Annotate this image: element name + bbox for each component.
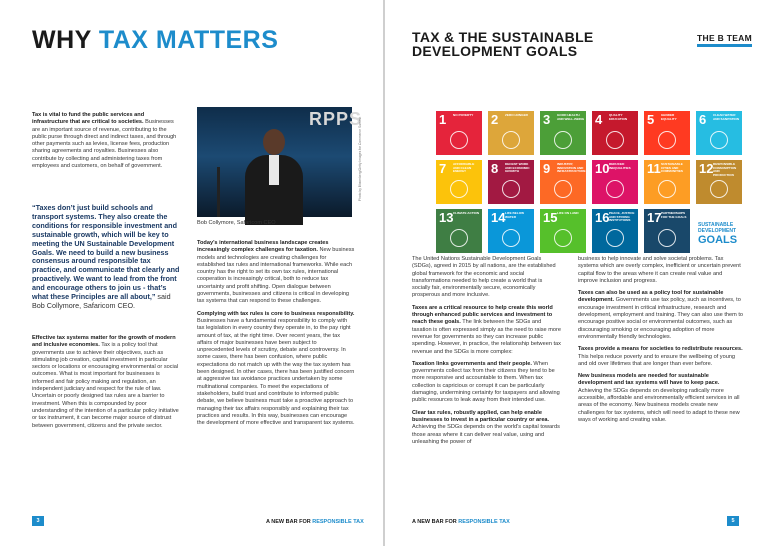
speaker-photo: RPPS — [197, 107, 352, 217]
photo-caption: Bob Collymore, Safaricom CEO — [197, 220, 276, 226]
sdg-tile-12: 12 RESPONSIBLE CONSUMPTION AND PRODUCTION — [696, 160, 742, 204]
sdg-goal-icon — [502, 229, 520, 247]
sdg-goal-icon — [606, 229, 624, 247]
sdg-goal-icon — [502, 131, 520, 149]
sdg-tile-15: 15 LIFE ON LAND — [540, 209, 586, 253]
landscape-paragraphs: Today’s international business landscape creates increasingly complex challenges for taxation. New business models and technologies are creating challenges for established tax rules and international frameworks. While each country has the right to set its own tax rules, international cooperation is increasingly critical, both to reduce tax uncertainty and profit shifting. Open dialogue between governments, businesses and citizens is critical in developing tax systems that can respond to these challenges. Complying with tax rules is core to business responsibility. Businesses have a fundamental responsibility to comply with tax legislation in every country they operate in, to the pay right amount of tax, at the right time. Over recent years, the tax affairs of major businesses have been subject to unprecedented levels of scrutiny, debate and controversy. In some cases, there has been confusion, where public expectations do not match up with the way the tax system has been designed. In other cases, there has been justified concern at aggressive tax avoidance practices undertaken by some multinational companies. To meet the expectations of stakeholders, build trust and contribute to informed public debate, we believe business must take a proactive approach to managing their tax affairs responsibly and explaining their tax practices and results. In this way, businesses can encourage the development of more effective and transparent tax systems. — [197, 240, 355, 427]
right-page — [385, 0, 768, 546]
sdg-tile-11: 11 SUSTAINABLE CITIES AND COMMUNITIES — [644, 160, 690, 204]
sdg-tile-16: 16 PEACE, JUSTICE AND STRONG INSTITUTIONS — [592, 209, 638, 253]
page-title: TAX & THE SUSTAINABLE DEVELOPMENT GOALS — [412, 29, 594, 59]
sdg-goal-icon — [450, 180, 468, 198]
brand-logo: THE B TEAM — [697, 33, 752, 47]
sdg-tile-2: 2 ZERO HUNGER — [488, 111, 534, 155]
pull-quote: “Taxes don’t just build schools and transport systems. They also create the conditions for responsible investment and sustainable growth, which will be key to meeting the UN Sustainable Development Goals. We need to build a new business consensus around responsible tax practice, and communicate that clearly and proactively. We want to lead from the front and encourage others to join us - that’s what these Principles are all about,” said Bob Collymore, Safaricom CEO. — [32, 203, 180, 310]
intro-paragraph: Tax is vital to fund the public services and infrastructure that are critical to societies. Businesses are an important source of revenue, contributing to the public purse through direct and indirect taxes, and through other payments such as levies, license fees, production sharing agreements and royalties. Businesses also contribute by collecting and administering taxes from employees and customers, on behalf of government. — [32, 112, 177, 170]
footer: A NEW BAR FOR RESPONSIBLE TAX — [412, 519, 510, 525]
sdg-tile-8: 8 DECENT WORK AND ECONOMIC GROWTH — [488, 160, 534, 204]
sdg-logo: SUSTAINABLE DEVELOPMENT GOALS — [696, 209, 742, 253]
sdg-tile-3: 3 GOOD HEALTH AND WELL-BEING — [540, 111, 586, 155]
sdg-tile-1: 1 NO POVERTY — [436, 111, 482, 155]
photo-credit: Photo by Bloomberg/Getty Images for Commerce Summit — [358, 116, 362, 202]
page-number: 3 — [32, 516, 44, 526]
sdg-goal-icon — [606, 131, 624, 149]
sdg-goal-icon — [554, 229, 572, 247]
sdg-goal-icon — [658, 229, 676, 247]
left-page — [0, 0, 383, 546]
footer: A NEW BAR FOR RESPONSIBLE TAX — [266, 519, 364, 525]
sdg-tile-4: 4 QUALITY EDUCATION — [592, 111, 638, 155]
sdg-tile-10: 10 REDUCED INEQUALITIES — [592, 160, 638, 204]
sdg-tile-14: 14 LIFE BELOW WATER — [488, 209, 534, 253]
sdg-tile-13: 13 CLIMATE ACTION — [436, 209, 482, 253]
sdg-tile-6: 6 CLEAN WATER AND SANITATION — [696, 111, 742, 155]
sdg-tile-7: 7 AFFORDABLE AND CLEAN ENERGY — [436, 160, 482, 204]
page-title: WHY TAX MATTERS — [32, 26, 279, 54]
page-number: 5 — [727, 516, 739, 526]
sdg-goal-icon — [710, 180, 728, 198]
sdg-goal-icon — [658, 131, 676, 149]
sdg-goal-icon — [554, 131, 572, 149]
sdg-tile-17: 17 PARTNERSHIPS FOR THE GOALS — [644, 209, 690, 253]
tax-systems-paragraph: Effective tax systems matter for the growth of modern and inclusive economies. Tax is a policy tool that governments use to achieve their objectives, such as stimulating job creation, capital investment in particular sectors or locations or encouraging environmental or social outcomes. What is most important for businesses is informed and fair policy making and regulation, an independent judiciary and respect for the rule of law. Uncertain or poorly designed tax rules are a barrier to investment. When this is compounded by poor understanding of the intention of a particular policy initiative or tax instrument, it can become major source of distrust between government, citizens and the private sector. — [32, 335, 179, 429]
sdg-goal-icon — [554, 180, 572, 198]
sdg-goal-icon — [450, 131, 468, 149]
sdg-column-1: The United Nations Sustainable Development Goals (SDGs), agreed in 2015 by all nations, are the established global framework for the economic and social transformations needed to help create a world that is socially fair, environmentally secure, economically prosperous and more inclusive. Taxes are a critical resource to help create this world through enhanced public services and investment to reach these goals. The link between the SDGs and taxation is often expressed simply as the need to raise more revenue for governments so they can increase public spending. However, in practice, the relationship between tax revenue and the SDGs is more complex: Taxation links governments and their people. When governments collect tax from their citizens they tend to be more responsive and accountable to them. When tax collection is capricious or corrupt it can be particularly damaging, undermining certainty for taxpayers and allowing public resources to leak away from their intended use. Clear tax rules, robustly applied, can help enable businesses to invest in a particular country or area. Achieving the SDGs depends on the world’s capital towards those areas where it can deliver real value, using and unleashing the power of — [412, 256, 561, 445]
sdg-goal-icon — [658, 180, 676, 198]
sdg-goal-icon — [606, 180, 624, 198]
sdg-tile-9: 9 INDUSTRY, INNOVATION AND INFRASTRUCTURE — [540, 160, 586, 204]
sdg-column-2: business to help innovate and solve societal problems. Tax systems which are overly complex, inefficient or uncertain prevent capital flow to the areas where it can create real value and improve inclusion and progress. Taxes can also be used as a policy tool for sustainable development. Governments use tax policy, such as incentives, to encourage investment in critical infrastructure, research and development, employment and training. They can also use them to encourage positive social or environmental outcomes, such as discouraging smoking or encouraging adoption of more environmentally friendly technologies. Taxes provide a means for societies to redistribute resources. This helps reduce poverty and to ensure the wellbeing of young and old over lifetimes that are longer than ever before. New business models are needed for sustainable development and tax systems will have to keep pace. Achieving the SDGs depends on developing radically more accessible, affordable and environmentally efficient services in all areas of the economy. New business models create new challenges for tax systems, which will need to adapt to these new ways of working and creating value. — [578, 256, 744, 423]
sdg-goal-icon — [502, 180, 520, 198]
sdg-goal-icon — [710, 131, 728, 149]
sdg-goal-icon — [450, 229, 468, 247]
sdg-tile-5: 5 GENDER EQUALITY — [644, 111, 690, 155]
